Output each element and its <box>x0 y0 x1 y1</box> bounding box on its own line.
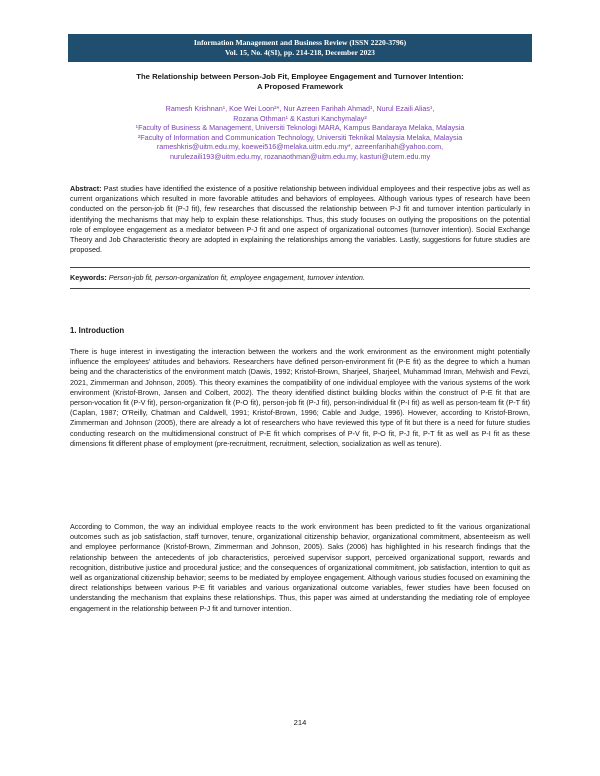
paper-title <box>70 72 530 92</box>
authors-line1: Ramesh Krishnan¹, Koe Wei Loon²*, Nur Azreen Farihah Ahmad¹, Nurul Ezaili Alias¹, <box>165 104 435 113</box>
keywords-text: Person-job fit, person-organization fit, employee engagement, turnover intention. <box>108 273 365 282</box>
intro-paragraph-2: According to Common, the way an individual employee reacts to the work environment has been predicted to fit the various organizational outcomes such as job satisfaction, staff turnover, tenure, organizational citizenship behavior, organizational commitment, absenteeism as well and employee performance (Kristof-Brown, Zimmerman and Johnson, 2005). Saks (2006) has highlighted in his research findings that the relationship between the antecedents of job characteristics, perceived supervisor support, perceived organizational support, rewards and recognition, distributive justice and procedural justice; and the consequences of organizational commitment, job satisfaction, intention to quit as well as organizational citizenship behavior; seems to be mediated by employee engagement. Although various studies focused on examining the direct relationships between various P-E fit variables and various organizational outcome variables, fewer studies have been focused on understanding the mechanism that explains these relationships. Thus, this paper was aimed at understanding the mediating role of employee engagement in the relationship between P-J fit and turnover intention. <box>70 522 530 613</box>
paper-title-line1: The Relationship between Person-Job Fit, Employee Engagement and Turnover Intention: <box>136 72 464 81</box>
journal-banner <box>68 34 532 62</box>
authors-line2: Rozana Othman¹ & Kasturi Kanchymalay² <box>233 113 367 123</box>
paper-title-line2: A Proposed Framework <box>256 82 343 91</box>
divider-top <box>70 267 530 268</box>
affiliation-1: ¹Faculty of Business & Management, Universiti Teknologi MARA, Kampus Bandaraya Melaka, Malaysia <box>135 123 465 133</box>
keywords-label: Keywords: <box>70 273 107 282</box>
abstract-label: Abstract: <box>70 184 102 193</box>
abstract <box>70 184 530 255</box>
author-block <box>70 104 530 162</box>
divider-bottom <box>70 288 530 289</box>
abstract-text: Past studies have identified the existence of a positive relationship between individual employees and their respective jobs as well as current organizations which resulted in more favorable attitudes and behaviors of employees. Although various types of research have been conducted on the person-job fit (P-J fit), few researches that discussed the relationship between P-J fit and turnover intention particularly in identifying the mechanisms that may help to explain these relationships. Thus, this study focuses on outlying the propositions on the potential role of employee engagement as a mediator between P-J fit and one aspect of organizational outcomes (turnover intention). Social Exchange Theory and Job Characteristic theory are adopted in explaining the relationships among the variables. Lastly, suggestions for future studies are proposed. <box>70 184 531 255</box>
page-number: 214 <box>293 718 307 727</box>
journal-name: Information Management and Business Review (ISSN 2220-3796) <box>193 38 407 47</box>
keywords <box>70 273 530 283</box>
emails-line2: nurulezaili193@uitm.edu.my, rozanaothman@uitm.edu.my, kasturi@utem.edu.my <box>169 151 431 161</box>
intro-paragraph-1: There is huge interest in investigating the interaction between the workers and the work environment as the environment might potentially influence the employees' attitudes and behaviors. Researchers have defined person-environment fit (P-E fit) as the degree to which a human being and the characteristics of the environment match (Dawis, 1992; Kristof-Brown, Sharjeel, Sharjeel, Muhammad Imran, Mehwish and Fevzi, 2021, Zimmerman and Johnson, 2005). This theory examines the compatibility of one individual employee with the various systems of the work environment (Kristof-Brown, Jansen and Colbert, 2002). The theory identified distinct building blocks within the construct of P-E fit that are person-vocation fit (P-V fit), person-organization fit (P-O fit), person-job fit (P-J fit), person-individual fit (P-I fit) as well as person-team fit (P-T fit) (Caplan, 1987; O'Reilly, Chatman and Caldwell, 1991; Kristof-Brown, 1996; Cable and Judge, 1996). However, according to Kristof-Brown, Zimmerman and Johnson (2005), there are already a lot of researchers who have reviewed this type of fit but there is a need for future studies conducting research on the multidimensional construct of P-E fit which comprises of P-V fit, P-O fit, P-J fit, P-T fit as well as P-I fit as these dimensions fit different phase of employment (pre-recruitment, recruitment, selection, socialization as well as tenure). <box>70 347 530 448</box>
journal-issue: Vol. 15, No. 4(SI), pp. 214-218, December 2023 <box>225 48 375 57</box>
affiliation-2: ²Faculty of Information and Communication Technology, Universiti Teknikal Malaysia Melaka, Malaysia <box>137 132 463 142</box>
emails-line1: rameshkris@uitm.edu.my, koewei516@melaka.uitm.edu.my*, azreenfarihah@yahoo.com, <box>156 142 444 152</box>
section-heading-introduction: 1. Introduction <box>70 326 125 335</box>
